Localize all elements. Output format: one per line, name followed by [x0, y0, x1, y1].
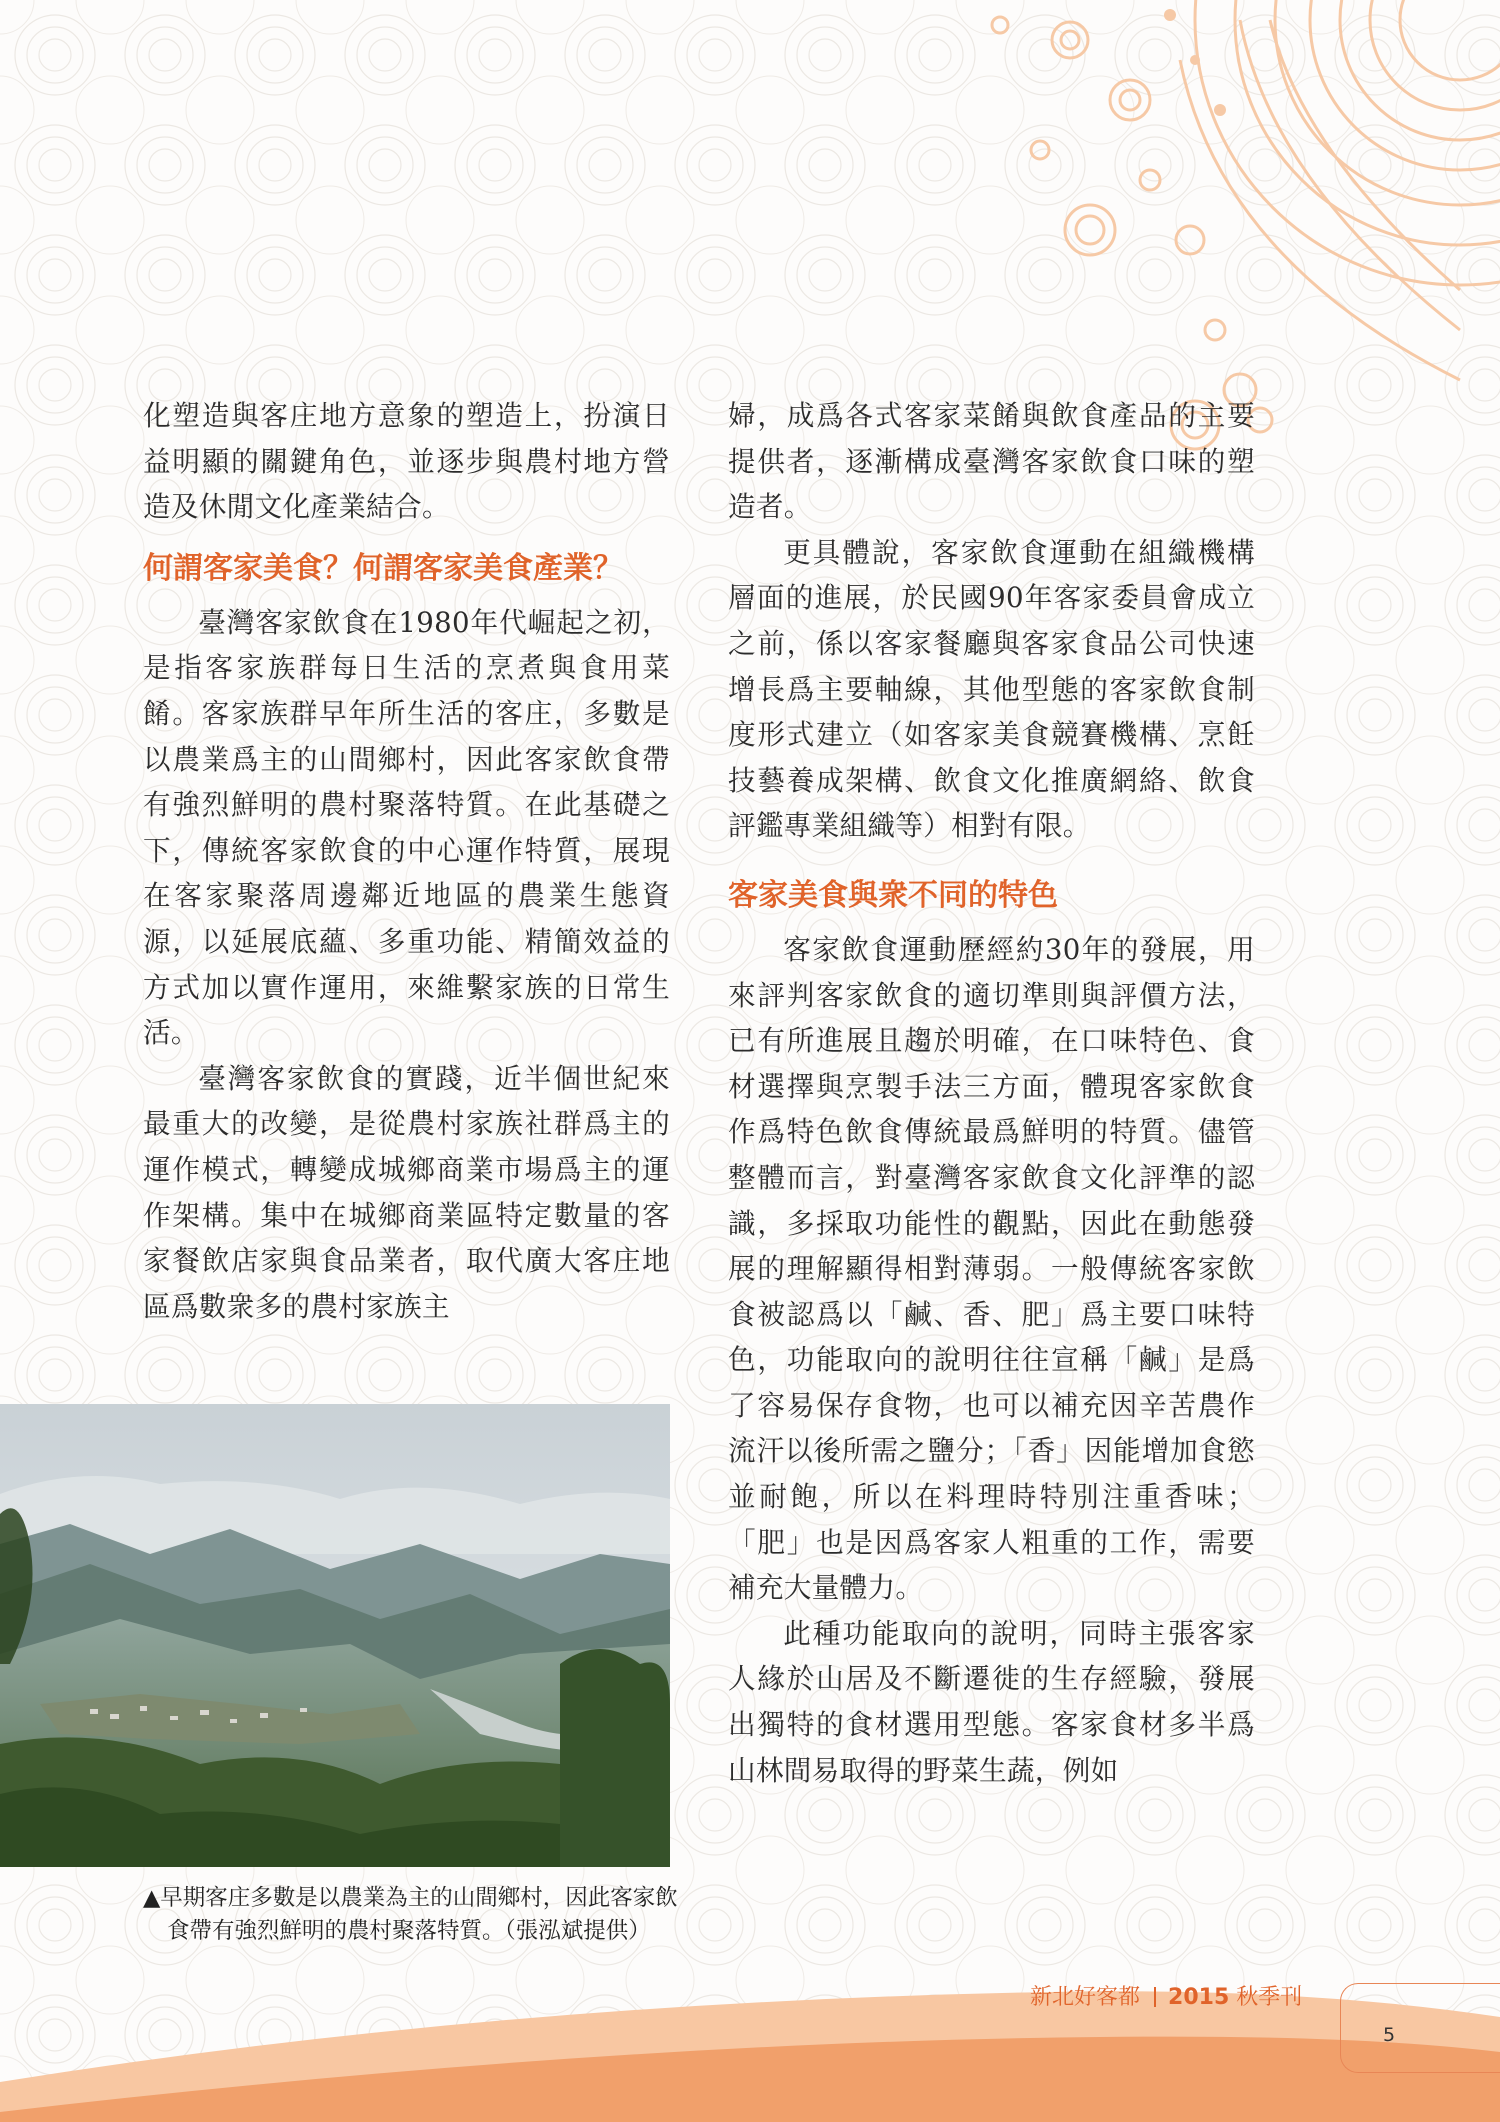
section-heading-what-is-hakka-food: 何謂客家美食？何謂客家美食產業？: [143, 550, 623, 586]
right-paragraph-2: 更具體說，客家飲食運動在組織機構層面的進展，於民國90年客家委員會成立之前，係以客家餐廳與客家食品公司快速增長爲主要軸線，其他型態的客家飲食制度形式建立（如客家美食競賽機構、烹飪技藝養成架構、飲食文化推廣網絡、飲食評鑑專業組織等）相對有限。: [728, 535, 1255, 843]
right-paragraph-1: 婦，成爲各式客家菜餚與飲食產品的主要提供者，逐漸構成臺灣客家飲食口味的塑造者。: [728, 399, 1255, 524]
left-text-column: [143, 393, 670, 1329]
publication-name: 新北好客都: [1030, 1985, 1141, 2010]
left-paragraph-1: 化塑造與客庄地方意象的塑造上，扮演日益明顯的關鍵角色，並逐步與農村地方營造及休閒文化產業結合。: [143, 399, 670, 524]
mountain-village-photo: [0, 1404, 670, 1867]
left-paragraph-3: 臺灣客家飲食的實踐，近半個世紀來最重大的改變，是從農村家族社群爲主的運作模式，轉變成城鄉商業市場爲主的運作架構。集中在城鄉商業區特定數量的客家餐飲店家與食品業者，取代廣大客庄地區爲數衆多的農村家族主: [143, 1061, 670, 1323]
publication-title: [1030, 1980, 1302, 2011]
title-separator: [1154, 1987, 1156, 2007]
section-heading-hakka-features: 客家美食與衆不同的特色: [728, 877, 1058, 913]
photo-caption: ▲早期客庄多數是以農業為主的山間鄉村，因此客家飲食帶有強烈鮮明的農村聚落特質。（張泓斌提供）: [143, 1885, 678, 1944]
publication-season: 秋季刊: [1236, 1985, 1303, 2010]
right-text-column: [728, 393, 1255, 1793]
right-paragraph-3: 客家飲食運動歷經約30年的發展，用來評判客家飲食的適切準則與評價方法，已有所進展且趨於明確，在口味特色、食材選擇與烹製手法三方面，體現客家飲食作爲特色飲食傳統最爲鮮明的特質。儘管整體而言，對臺灣客家飲食文化評準的認識，多採取功能性的觀點，因此在動態發展的理解顯得相對薄弱。一般傳統客家飲食被認爲以「鹹、香、肥」爲主要口味特色，功能取向的說明往往宣稱「鹹」是爲了容易保存食物，也可以補充因辛苦農作流汗以後所需之鹽分；「香」因能增加食慾並耐飽，所以在料理時特別注重香味；「肥」也是因爲客家人粗重的工作，需要補充大量體力。: [728, 932, 1255, 1605]
publication-year: 2015: [1168, 1985, 1230, 2010]
page-number: 5: [1383, 2024, 1396, 2046]
right-paragraph-4: 此種功能取向的說明，同時主張客家人緣於山居及不斷遷徙的生存經驗，發展出獨特的食材選用型態。客家食材多半爲山林間易取得的野菜生蔬，例如: [728, 1616, 1255, 1787]
page-number-tab: [1340, 1983, 1500, 2073]
left-paragraph-2: 臺灣客家飲食在1980年代崛起之初，是指客家族群每日生活的烹煮與食用菜餚。客家族群早年所生活的客庄，多數是以農業爲主的山間鄉村，因此客家飲食帶有強烈鮮明的農村聚落特質。在此基礎之下，傳統客家飲食的中心運作特質，展現在客家聚落周邊鄰近地區的農業生態資源，以延展底蘊、多重功能、精簡效益的方式加以實作運用，來維繫家族的日常生活。: [143, 605, 670, 1050]
